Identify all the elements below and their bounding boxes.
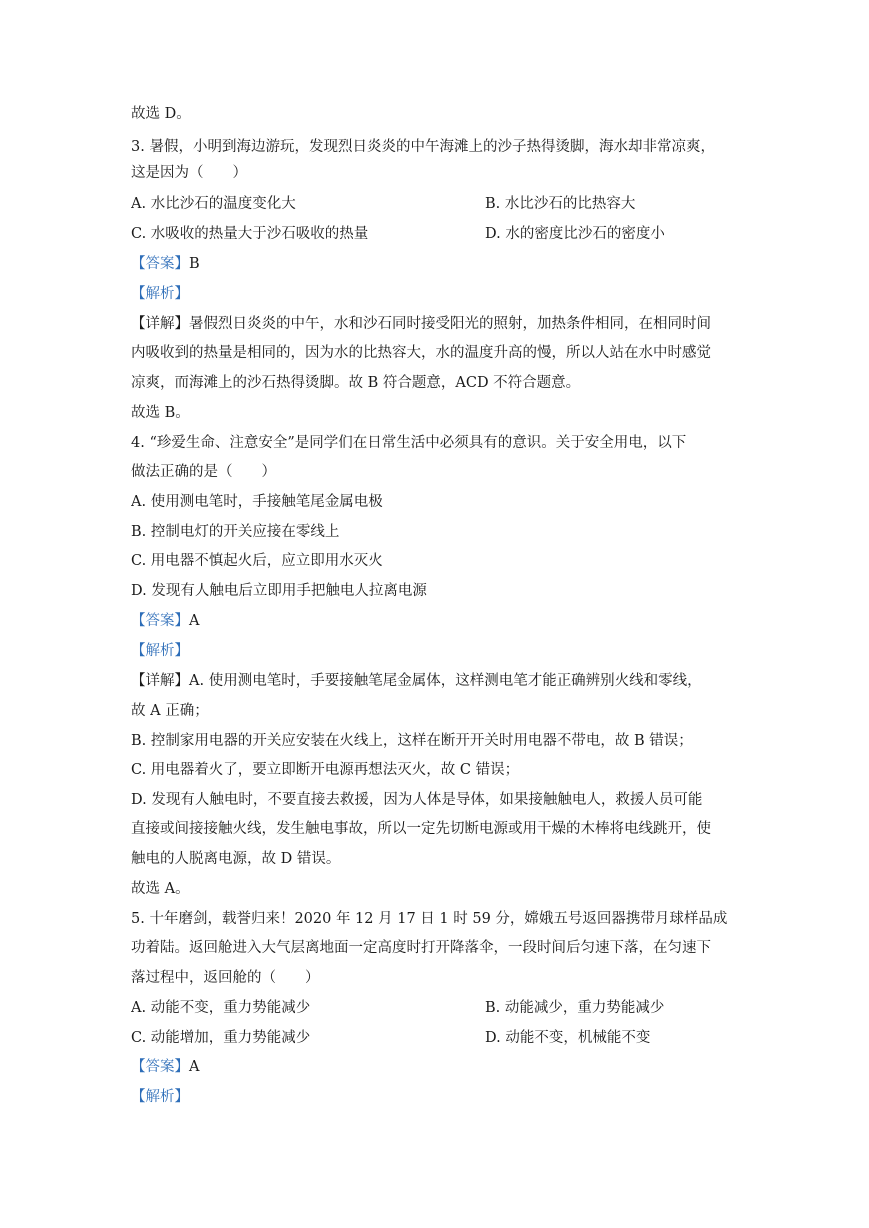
q5-option-b: B. 动能减少，重力势能减少 — [485, 1000, 665, 1016]
q5-stem-line-1: 5. 十年磨剑，载誉归来！2020 年 12 月 17 日 1 时 59 分，嫦娥五号返回器携带月球样品成 — [131, 911, 728, 927]
q3-detail-line-3: 凉爽，而海滩上的沙石热得烫脚。故 B 符合题意，ACD 不符合题意。 — [131, 375, 581, 391]
answer-value: A — [189, 613, 200, 629]
q3-option-b: B. 水比沙石的比热容大 — [485, 196, 636, 212]
q4-detail-line-6: 直接或间接接触火线，发生触电事故，所以一定先切断电源或用干燥的木棒将电线跳开，使 — [131, 821, 711, 837]
analysis-tag: 【解析】 — [131, 286, 189, 302]
q5-option-d: D. 动能不变，机械能不变 — [485, 1030, 651, 1046]
q4-option-c: C. 用电器不慎起火后，应立即用水灭火 — [131, 553, 383, 569]
q4-detail-line-5: D. 发现有人触电时，不要直接去救援，因为人体是导体，如果接触触电人，救援人员可能 — [131, 792, 703, 808]
answer-tag: 【答案】 — [131, 1059, 189, 1075]
q3-detail-line-1 — [131, 315, 741, 333]
answer-value: A — [189, 1059, 200, 1075]
answer-tag: 【答案】 — [131, 256, 189, 272]
q3-option-d: D. 水的密度比沙石的密度小 — [485, 226, 665, 242]
q4-detail-line-3: B. 控制家用电器的开关应安装在火线上，这样在断开开关时用电器不带电，故 B 错误； — [131, 733, 693, 749]
q5-answer — [131, 1058, 741, 1076]
q4-stem-line-2: 做法正确的是（ ） — [131, 464, 276, 480]
q4-detail-line-7: 触电的人脱离电源，故 D 错误。 — [131, 851, 341, 867]
q4-option-b: B. 控制电灯的开关应接在零线上 — [131, 524, 340, 540]
q3-stem-line-1: 3. 暑假，小明到海边游玩，发现烈日炎炎的中午海滩上的沙子热得烫脚，海水却非常凉爽， — [131, 139, 715, 155]
q4-answer — [131, 612, 741, 630]
q3-answer — [131, 255, 741, 273]
q4-option-a: A. 使用测电笔时，手接触笔尾金属电极 — [131, 494, 383, 510]
answer-value: B — [189, 256, 200, 272]
analysis-tag: 【解析】 — [131, 643, 189, 659]
q4-stem-line-1: 4. “珍爱生命、注意安全”是同学们在日常生活中必须具有的意识。关于安全用电，以下 — [131, 435, 687, 451]
q5-analysis — [131, 1088, 741, 1106]
q4-detail-line-1 — [131, 672, 741, 690]
detail-tag: 【详解】 — [131, 673, 189, 689]
answer-tag: 【答案】 — [131, 613, 189, 629]
q3-detail-line-2: 内吸收到的热量是相同的，因为水的比热容大，水的温度升高的慢，所以人站在水中时感觉 — [131, 345, 711, 361]
q5-option-c: C. 动能增加，重力势能减少 — [131, 1030, 311, 1046]
detail-text: A. 使用测电笔时，手要接触笔尾金属体，这样测电笔才能正确辨别火线和零线， — [189, 673, 702, 689]
q4-detail-line-2: 故 A 正确； — [131, 703, 209, 719]
analysis-tag: 【解析】 — [131, 1089, 189, 1105]
q3-option-c: C. 水吸收的热量大于沙石吸收的热量 — [131, 226, 369, 242]
detail-text: 暑假烈日炎炎的中午，水和沙石同时接受阳光的照射，加热条件相同，在相同时间 — [189, 316, 711, 332]
q3-conclusion: 故选 B。 — [131, 405, 190, 421]
q5-stem-line-2: 功着陆。返回舱进入大气层离地面一定高度时打开降落伞，一段时间后匀速下落，在匀速下 — [131, 940, 711, 956]
q5-option-a: A. 动能不变，重力势能减少 — [131, 1000, 311, 1016]
q2-conclusion: 故选 D。 — [131, 106, 191, 122]
q4-analysis — [131, 642, 741, 660]
q4-option-d: D. 发现有人触电后立即用手把触电人拉离电源 — [131, 583, 427, 599]
q3-option-a: A. 水比沙石的温度变化大 — [131, 196, 296, 212]
q3-stem-line-2: 这是因为（ ） — [131, 165, 247, 181]
q3-analysis — [131, 285, 741, 303]
q5-stem-line-3: 落过程中，返回舱的（ ） — [131, 970, 320, 986]
q4-conclusion: 故选 A。 — [131, 881, 190, 897]
q4-detail-line-4: C. 用电器着火了，要立即断开电源再想法灭火，故 C 错误； — [131, 762, 520, 778]
detail-tag: 【详解】 — [131, 316, 189, 332]
